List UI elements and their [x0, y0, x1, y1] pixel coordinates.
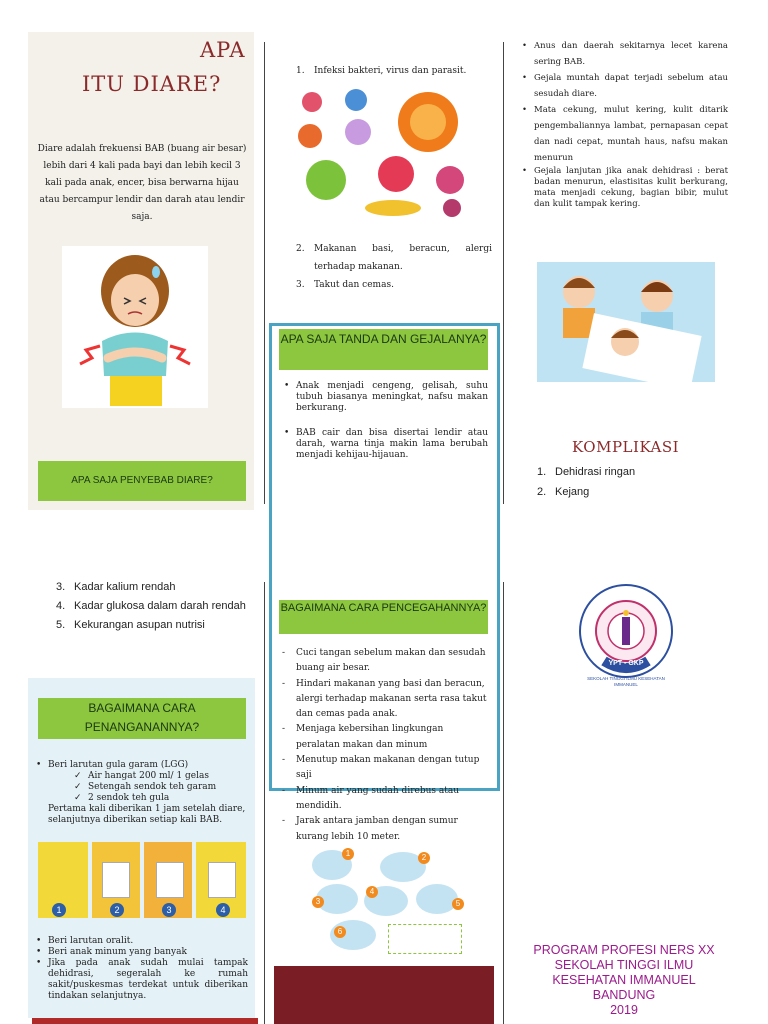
treatment-more-item: • Beri larutan oralit.	[34, 936, 248, 947]
treatment-block	[34, 760, 248, 826]
fold-divider-3	[264, 582, 265, 1024]
handwash-steps-illustration	[304, 846, 470, 956]
definition-text: Diare adalah frekuensi BAB (buang air besar) lebih dari 4 kali pada bayi dan lebih kecil 3 kali pada anak, encer, bisa berwarna hijau atau bercampur lendir dan darah atau lendir saja.	[37, 144, 247, 222]
cause-item-2: 2. Makanan basi, beracun, alergi terhadap makanan.	[296, 244, 492, 272]
prevention-item: - Hindari makanan yang basi dan beracun, alergi terhadap makanan serta rasa takut dan cemas pada anak.	[280, 677, 488, 723]
prevention-item: - Menutup makan makanan dengan tutup saji	[280, 753, 488, 784]
program-line-4: BANDUNG	[592, 988, 656, 1002]
cause-heading: APA SAJA PENYEBAB DIARE?	[38, 461, 246, 501]
prevention-heading: BAGAIMANA CARA PENCEGAHANNYA?	[279, 600, 488, 634]
handwash-step-6: 6	[334, 926, 346, 938]
step-badge-3: 3	[162, 903, 176, 917]
step-badge-4: 4	[216, 903, 230, 917]
program-text	[520, 943, 728, 1018]
treatment-more-list	[34, 936, 248, 1002]
maroon-strip-left	[32, 1018, 258, 1024]
title-line2: ITU DIARE?	[82, 72, 222, 96]
prevention-item: - Menjaga kebersihan lingkungan peralatan makan dan minum	[280, 722, 488, 753]
complication-item-5: 5. Kekurangan asupan nutrisi	[56, 619, 205, 631]
complication-heading: KOMPLIKASI	[572, 438, 680, 456]
treatment-more-item: • Beri anak minum yang banyak	[34, 947, 248, 958]
cause-list-mid	[296, 240, 492, 294]
handwash-step-4: 4	[366, 886, 378, 898]
complication-item-2: 2. Kejang	[537, 486, 590, 498]
maroon-block	[274, 966, 494, 1024]
program-line-2: SEKOLAH TINGGI ILMU	[554, 958, 694, 972]
program-year: 2019	[610, 1003, 638, 1017]
complication-cont-list	[56, 578, 256, 635]
handwash-step-5: 5	[452, 898, 464, 910]
symptom-item: • Mata cekung, mulut kering, kulit ditarik pengembaliannya lambat, pernapasan cepat dan nadi cepat, muntah haus, nafsu makan menurun	[520, 102, 728, 166]
cause-item-1: 1. Infeksi bakteri, virus dan parasit.	[296, 66, 467, 76]
logo-ring-text: SEKOLAH TINGGI ILMU KESEHATAN IMMANUEL	[587, 676, 665, 687]
handwash-step-2: 2	[418, 852, 430, 864]
ors-steps-illustration	[38, 842, 246, 918]
prevention-item: - Jarak antara jamban dengan sumur kurang lebih 10 meter.	[280, 814, 488, 845]
sick-children-illustration	[537, 262, 715, 382]
handwash-step-1: 1	[342, 848, 354, 860]
treatment-more-item: • Jika pada anak sudah mulai tampak dehidrasi, segeralah ke rumah sakit/puskesmas terdekat untuk diberikan tindakan selanjutnya.	[34, 958, 248, 1002]
sign-item: • BAB cair dan bisa disertai lendir atau darah, warna tinja makin lama berubah menjadi kehijau-hijauan.	[282, 428, 488, 461]
logo-bottom-text: YPT - GKP	[608, 660, 644, 667]
sign-item: • Anak menjadi cengeng, gelisah, suhu tubuh biasanya meningkat, nafsu makan berkurang.	[282, 381, 488, 414]
prevention-list	[280, 646, 488, 845]
treatment-note: Pertama kali diberikan 1 jam setelah diare, selanjutnya diberikan setiap kali BAB.	[48, 804, 246, 825]
prevention-item: - Cuci tangan sebelum makan dan sesudah buang air besar.	[280, 646, 488, 677]
germs-illustration	[288, 84, 488, 220]
program-line-3: KESEHATAN IMMANUEL	[552, 973, 696, 987]
step-badge-2: 2	[110, 903, 124, 917]
treatment-heading: BAGAIMANA CARA PENANGANANNYA?	[38, 698, 246, 739]
treatment-main: • Beri larutan gula garam (LGG)	[34, 760, 248, 771]
fold-divider-2	[503, 42, 504, 504]
fold-divider-1	[264, 42, 265, 504]
prevention-item: - Minum air yang sudah direbus atau mendidih.	[280, 784, 488, 815]
symptom-item: • Gejala lanjutan jika anak dehidrasi : berat badan menurun, elastisitas kulit berkurang, mata menjadi cekung, bagian bibir, mulut dan kulit tampak kering.	[520, 166, 728, 210]
symptoms-cont-list	[520, 38, 728, 210]
signs-heading: APA SAJA TANDA DAN GEJALANYA?	[279, 329, 488, 370]
treatment-check: ✓ 2 sendok teh gula	[74, 793, 248, 804]
complication-item-1: 1. Dehidrasi ringan	[537, 466, 636, 478]
symptom-item: • Gejala muntah dapat terjadi sebelum atau sesudah diare.	[520, 70, 728, 102]
symptom-item: • Anus dan daerah sekitarnya lecet karena sering BAB.	[520, 38, 728, 70]
complication-item-4: 4. Kadar glukosa dalam darah rendah	[56, 600, 246, 612]
cause-list-top	[296, 64, 492, 78]
sick-child-illustration	[62, 246, 208, 408]
fold-divider-4	[503, 582, 504, 1024]
cause-item-3: 3. Takut dan cemas.	[296, 280, 394, 290]
treatment-check: ✓ Air hangat 200 ml/ 1 gelas	[74, 771, 248, 782]
title-line1: APA	[200, 38, 246, 62]
signs-list	[282, 381, 488, 461]
complication-item-3: 3. Kadar kalium rendah	[56, 581, 176, 593]
step-badge-1: 1	[52, 903, 66, 917]
complication-list	[537, 462, 717, 502]
treatment-check: ✓ Setengah sendok teh garam	[74, 782, 248, 793]
program-line-1: PROGRAM PROFESI NERS XX	[533, 943, 715, 957]
handwash-step-3: 3	[312, 896, 324, 908]
